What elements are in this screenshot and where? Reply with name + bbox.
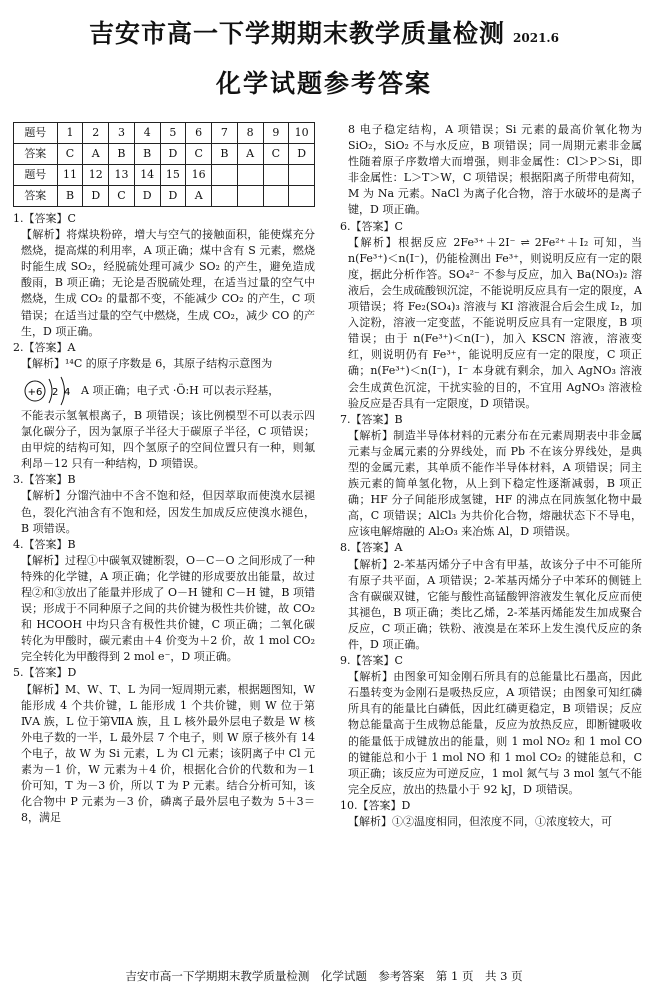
q10-answer: 10.【答案】D bbox=[340, 798, 411, 812]
table-cell: C bbox=[109, 186, 135, 207]
table-cell: 2 bbox=[83, 123, 109, 144]
exam-title-text: 吉安市高一下学期期末教学质量检测 bbox=[89, 19, 506, 48]
right-column bbox=[340, 122, 642, 830]
q5-explanation-cont: 8 电子稳定结构，A 项错误；Si 元素的最高价氧化物为 SiO₂，SiO₂ 不与水反应，B 项错误；同一周期元素非金属性随着原子序数增大而增强，则非金属性：Cl＞P＞Si，即非金属性：L＞T＞W，C 项错误；根据阳离子所带电荷知，M 为 Na 元素。NaCl 为离子化合物，溶于水破坏的是离子键，D 项正确。 bbox=[348, 123, 642, 217]
svg-text:+6: +6 bbox=[27, 386, 43, 398]
q7-explanation: 【解析】制造半导体材料的元素分布在元素周期表中非金属元素与金属元素的分界线处，而 Pb 不在该分界线处，是典型的金属元素，其单质不能作半导体材料，A 项错误；同主族元素的简单氢化物，从上到下稳定性逐渐减弱，B 项正确；HF 分子间能形成氢键，HF 的沸点在同族氢化物中最高，C 项错误；AlCl₃ 为共价化合物，熔融状态下不导电，应该电解熔融的 Al₂O₃ 来冶炼 Al，D 项错误。 bbox=[348, 428, 642, 539]
table-cell bbox=[289, 186, 315, 207]
q2-atom-row bbox=[13, 374, 315, 408]
table-cell: 5 bbox=[160, 123, 186, 144]
exam-title bbox=[0, 14, 648, 50]
q2-answer: 2.【答案】A bbox=[13, 340, 76, 354]
row-label-ans: 答案 bbox=[14, 186, 58, 207]
q3-answer: 3.【答案】B bbox=[13, 473, 76, 487]
q2-explanation-part3: 不能表示氢氧根离子，B 项错误；该比例模型不可以表示四氯化碳分子，因为氯原子半径大于碳原子半径，C 项错误；由甲烷的结构可知，四个氢原子的空间位置只有一种，则氟利昂－12 只有一种结构，D 项错误。 bbox=[21, 408, 315, 471]
svg-text:4: 4 bbox=[64, 386, 71, 398]
table-cell: B bbox=[57, 186, 83, 207]
left-column bbox=[13, 122, 315, 826]
table-cell: D bbox=[289, 144, 315, 165]
q6-explanation: 【解析】根据反应 2Fe³⁺＋2I⁻ ⇌ 2Fe²⁺＋I₂ 可知，当 n(Fe³⁺)＜n(I⁻)，仍能检测出 Fe³⁺，则说明反应有一定的限度，据此分析作答。SO₄²⁻ 不参与反应，加入 Ba(NO₃)₂ 溶液后，会生成硫酸钡沉淀，不能说明反应具有一定的限度，A 项错误；将 Fe₂(SO₄)₃ 溶液与 KI 溶液混合后会生成 I₂，加入淀粉，溶液一定变蓝，不能说明反应具有一定限度，B 项错误；由于 n(Fe³⁺)＜n(I⁻)，加入 KSCN 溶液，溶液变红，则说明仍有 Fe³⁺，能说明反应有一定的限度，C 项正确；n(Fe³⁺)＜n(I⁻)，I⁻ 本身就有剩余，加入 AgNO₃ 溶液会生成黄色沉淀，干扰实验的目的，不宜用 AgNO₃ 溶液检验反应是否具有一定限度，D 项错误。 bbox=[348, 235, 642, 410]
q9-explanation: 【解析】由图象可知金刚石所具有的总能量比石墨高，因此石墨转变为金刚石是吸热反应，A 项错误；由图象可知红磷所具有的能量比白磷低，因此红磷更稳定，B 项错误；反应物总能量高于生成物总能量，反应为放热反应，即断键吸收的能量低于成键放出的能量，则 1 mol NO₂ 和 1 mol CO 的键能总和小于 1 mol NO 和 1 mol CO₂ 的键能总和，C 项正确；该反应为可逆反应，1 mol 氮气与 3 mol 氢气不能完全反应，放出的热量小于 92 kJ，D 项错误。 bbox=[348, 670, 642, 796]
table-cell: 10 bbox=[289, 123, 315, 144]
q6-answer: 6.【答案】C bbox=[340, 219, 403, 233]
table-cell: C bbox=[57, 144, 83, 165]
table-cell bbox=[212, 186, 238, 207]
table-cell: D bbox=[83, 186, 109, 207]
table-cell: A bbox=[83, 144, 109, 165]
q1-explanation: 【解析】将煤块粉碎，增大与空气的接触面积，能使煤充分燃烧，提高煤的利用率，A 项正确；煤中含有 S 元素，燃烧时能生成 SO₂，经脱硫处理可减少 SO₂ 的产生，避免造成酸雨，B 项正确；无论是否脱硫处理，在适当过量的空气中燃烧，生成 CO₂ 的量都不变，不能减少 CO₂ 的产生，C 项错误；在适当过量的空气中燃烧，生成 CO₂，减少 CO 的产生，D 项正确。 bbox=[21, 228, 315, 338]
table-cell: B bbox=[109, 144, 135, 165]
table-cell bbox=[263, 165, 289, 186]
q3-explanation: 【解析】分馏汽油中不含不饱和烃，但因萃取而使溴水层褪色，裂化汽油含有不饱和烃，因发生加成反应使溴水褪色，B 项错误。 bbox=[21, 489, 315, 535]
answer-key-title: 化学试题参考答案 bbox=[215, 69, 432, 98]
q4-answer: 4.【答案】B bbox=[13, 537, 76, 551]
table-cell: 4 bbox=[134, 123, 160, 144]
q9-answer: 9.【答案】C bbox=[340, 654, 403, 668]
q8-answer: 8.【答案】A bbox=[340, 541, 403, 555]
q5-explanation: 【解析】M、W、T、L 为同一短周期元素，根据题图知，W 能形成 4 个共价键，L 能形成 1 个共价键，则 W 位于第ⅣA 族，L 位于第ⅦA 族，且 L 核外最外层电子数是 W 核外电子数的一半，L 最外层 7 个电子，则 W 原子核外有 14 个电子，故 W 为 Si 元素，L 为 Cl 元素；该阴离子中 Cl 元素为－1 价，W 元素为＋4 价，根据化合价的代数和为－1 价可知，T 为－3 价，所以 T 为 P 元素。结合分析可知，该化合物中 P 元素为－3 价，磷离子最外层电子数为 5＋3＝8，满足 bbox=[21, 682, 316, 825]
table-cell: 7 bbox=[212, 123, 238, 144]
table-cell: B bbox=[212, 144, 238, 165]
row-label-num: 题号 bbox=[14, 165, 58, 186]
q2-explanation-part2: A 项正确；电子式 ·Ö:H 可以表示羟基， bbox=[81, 383, 280, 397]
row-label-num: 题号 bbox=[14, 123, 58, 144]
table-cell bbox=[263, 186, 289, 207]
q4-explanation: 【解析】过程①中碳氧双键断裂，O－C－O 之间形成了一种特殊的化学键，A 项正确；化学键的形成要放出能量，故过程②和③放出了能量并形成了 O－H 键和 C－H 键，B 项错误；形成于不同种原子之间的共价键为极性共价键，故 CO₂ 和 HCOOH 中均只含有极性共价键，C 项正确；二氧化碳转化为甲酸时，碳元素由＋4 价变为＋2 价，故 1 mol CO₂ 完全转化为甲酸得到 2 mol e⁻，D 项正确。 bbox=[21, 553, 315, 664]
answer-table bbox=[13, 122, 315, 207]
carbon-atom-structure-diagram bbox=[21, 374, 81, 408]
table-cell: A bbox=[186, 186, 212, 207]
table-cell bbox=[289, 165, 315, 186]
table-cell: D bbox=[160, 144, 186, 165]
exam-date: 2021.6 bbox=[513, 31, 559, 45]
table-cell bbox=[237, 165, 263, 186]
table-cell: 13 bbox=[109, 165, 135, 186]
q8-explanation: 【解析】2-苯基丙烯分子中含有甲基，故该分子中不可能所有原子共平面，A 项错误；2-苯基丙烯分子中苯环的侧链上含有碳碳双键，它能与酸性高锰酸钾溶液发生氧化反应而使其褪色，B 项正确；类比乙烯，2-苯基丙烯能发生加成聚合反应，C 项正确；铁粉、液溴是在苯环上发生溴代反应的条件，D 项正确。 bbox=[348, 557, 642, 651]
q2-explanation-part1: 【解析】¹⁴C 的原子序数是 6，其原子结构示意图为 bbox=[21, 356, 273, 370]
table-cell: D bbox=[160, 186, 186, 207]
table-cell: 3 bbox=[109, 123, 135, 144]
table-cell bbox=[212, 165, 238, 186]
q7-answer: 7.【答案】B bbox=[340, 412, 403, 426]
table-cell: 15 bbox=[160, 165, 186, 186]
table-cell: 8 bbox=[237, 123, 263, 144]
page-footer: 吉安市高一下学期期末教学质量检测 化学试题 参考答案 第 1 页 共 3 页 bbox=[125, 969, 523, 983]
table-row bbox=[14, 165, 315, 186]
table-cell: 12 bbox=[83, 165, 109, 186]
table-cell: 6 bbox=[186, 123, 212, 144]
q10-explanation: 【解析】①②温度相同，但浓度不同，①浓度较大，可 bbox=[348, 815, 612, 829]
table-row bbox=[14, 144, 315, 165]
table-row bbox=[14, 123, 315, 144]
table-cell: A bbox=[237, 144, 263, 165]
svg-text:2: 2 bbox=[52, 386, 59, 398]
table-cell: C bbox=[263, 144, 289, 165]
table-cell: 11 bbox=[57, 165, 83, 186]
table-cell: B bbox=[134, 144, 160, 165]
table-cell: 16 bbox=[186, 165, 212, 186]
table-cell: C bbox=[186, 144, 212, 165]
q1-answer: 1.【答案】C bbox=[13, 212, 76, 225]
table-cell: 9 bbox=[263, 123, 289, 144]
table-cell bbox=[237, 186, 263, 207]
table-cell: 1 bbox=[57, 123, 83, 144]
row-label-ans: 答案 bbox=[14, 144, 58, 165]
table-row bbox=[14, 186, 315, 207]
table-cell: D bbox=[134, 186, 160, 207]
table-cell: 14 bbox=[134, 165, 160, 186]
q5-answer: 5.【答案】D bbox=[13, 666, 77, 680]
